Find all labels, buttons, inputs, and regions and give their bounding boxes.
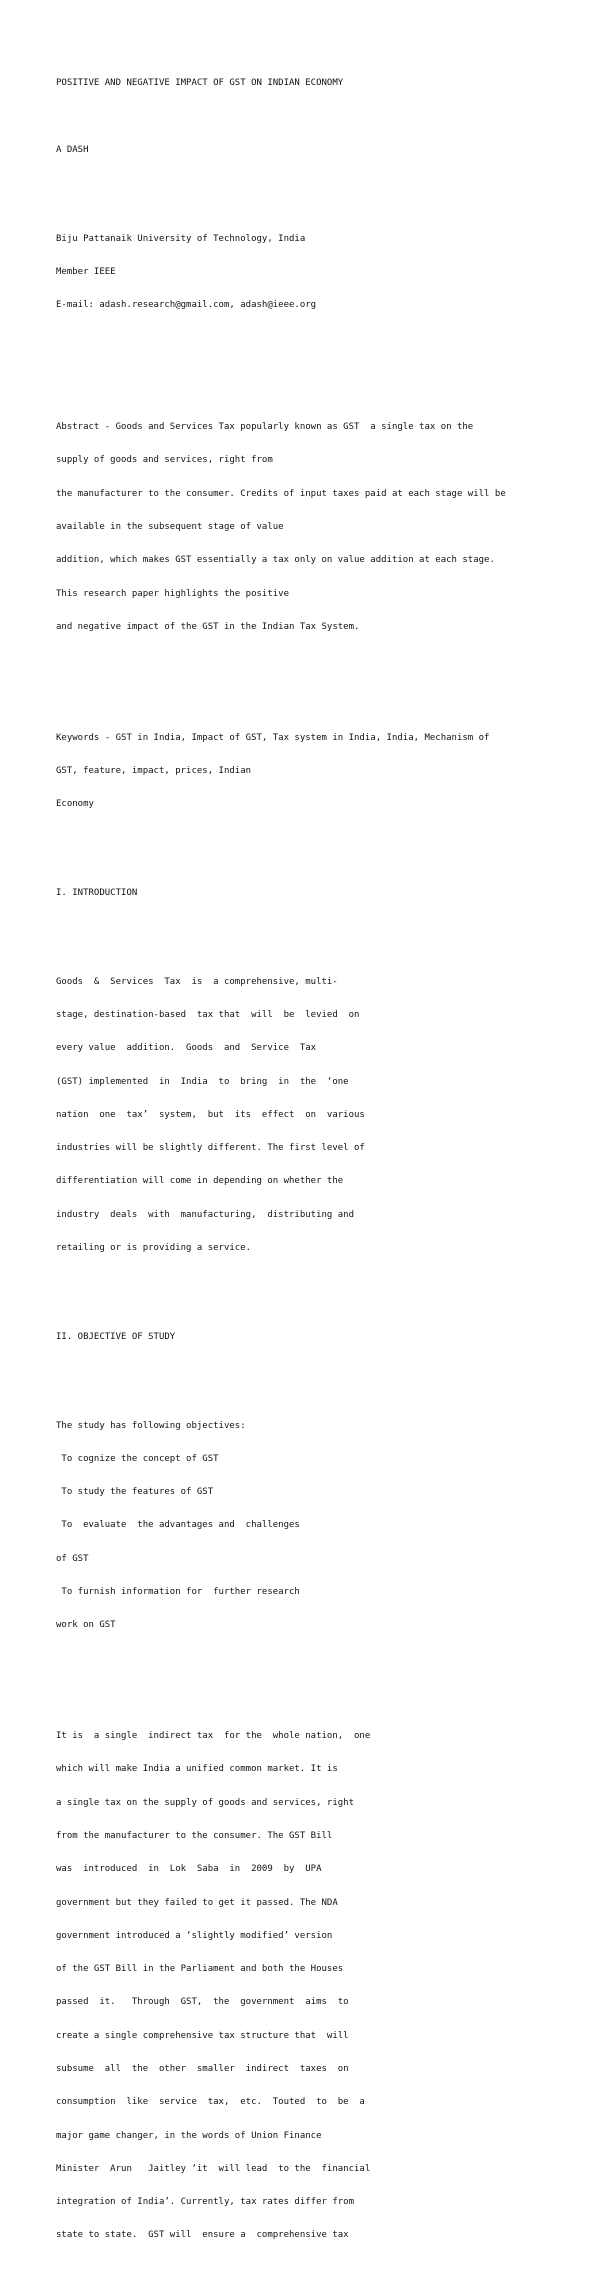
abstract-line: addition, which makes GST essentially a tax only on value addition at each stage. <box>56 555 495 566</box>
affiliation-line: Biju Pattanaik University of Technology, India <box>56 233 306 244</box>
affiliation <box>56 211 556 333</box>
section-heading-introduction: I. INTRODUCTION <box>56 888 138 899</box>
document-page <box>56 56 556 2275</box>
paragraph-line: (GST) implemented in India to bring in the ‘one <box>56 1076 349 1087</box>
paragraph-line: create a single comprehensive tax structure that will <box>56 2030 349 2041</box>
keywords-line: Economy <box>56 799 94 810</box>
author-name: A DASH <box>56 144 89 155</box>
paragraph-line: was introduced in Lok Saba in 2009 by UPA <box>56 1864 322 1875</box>
abstract-line: available in the subsequent stage of value <box>56 521 284 532</box>
list-item: To evaluate the advantages and challenges <box>56 1520 300 1531</box>
paper-title: POSITIVE AND NEGATIVE IMPACT OF GST ON INDIAN ECONOMY <box>56 78 344 89</box>
paragraph-line: every value addition. Goods and Service Tax <box>56 1043 317 1054</box>
introduction-paragraph <box>56 955 556 1277</box>
paragraph-line: passed it. Through GST, the government aims to <box>56 1997 349 2008</box>
list-item-continuation: of GST <box>56 1553 89 1564</box>
abstract-line: and negative impact of the GST in the Indian Tax System. <box>56 621 360 632</box>
body-paragraph <box>56 1709 556 2264</box>
objectives-list <box>56 1398 556 1653</box>
keywords-line: Keywords - GST in India, Impact of GST, Tax system in India, India, Mechanism of <box>56 732 490 743</box>
paragraph-line: subsume all the other smaller indirect taxes on <box>56 2063 349 2074</box>
paragraph-line: It is a single indirect tax for the whole nation, one <box>56 1731 371 1742</box>
list-item: To cognize the concept of GST <box>56 1453 219 1464</box>
paragraph-line: nation one tax’ system, but its effect on various <box>56 1109 365 1120</box>
abstract-line: supply of goods and services, right from <box>56 455 273 466</box>
abstract-line: the manufacturer to the consumer. Credits of input taxes paid at each stage will be <box>56 488 506 499</box>
keywords-line: GST, feature, impact, prices, Indian <box>56 766 252 776</box>
keywords <box>56 711 556 833</box>
list-item-continuation: work on GST <box>56 1620 116 1631</box>
email-line: E-mail: adash.research@gmail.com, adash@ieee.org <box>56 300 317 311</box>
paragraph-line: government introduced a ‘slightly modified’ version <box>56 1930 333 1941</box>
paragraph-line: state to state. GST will ensure a comprehensive tax <box>56 2230 349 2241</box>
paragraph-line: from the manufacturer to the consumer. The GST Bill <box>56 1831 333 1841</box>
abstract <box>56 400 556 655</box>
list-intro: The study has following objectives: <box>56 1420 246 1431</box>
paragraph-line: stage, destination-based tax that will be levied on <box>56 1010 360 1021</box>
paragraph-line: a single tax on the supply of goods and services, right <box>56 1797 355 1808</box>
paragraph-line: of the GST Bill in the Parliament and both the Houses <box>56 1964 344 1975</box>
paragraph-line: major game changer, in the words of Union Finance <box>56 2130 322 2141</box>
paragraph-line: Goods & Services Tax is a comprehensive, multi- <box>56 976 338 987</box>
paragraph-line: government but they failed to get it passed. The NDA <box>56 1897 338 1908</box>
paragraph-line: retailing or is providing a service. <box>56 1243 252 1254</box>
abstract-line: Abstract - Goods and Services Tax popularly known as GST a single tax on the <box>56 422 474 433</box>
list-item: To study the features of GST <box>56 1487 214 1498</box>
paragraph-line: which will make India a unified common market. It is <box>56 1764 338 1775</box>
paragraph-line: differentiation will come in depending on whether the <box>56 1176 344 1187</box>
abstract-line: This research paper highlights the positive <box>56 588 289 599</box>
paragraph-line: industry deals with manufacturing, distributing and <box>56 1209 355 1220</box>
paragraph-line: Minister Arun Jaitley ‘it will lead to the financial <box>56 2163 371 2174</box>
paragraph-line: integration of India’. Currently, tax rates differ from <box>56 2197 355 2208</box>
paragraph-line: consumption like service tax, etc. Touted to be a <box>56 2097 365 2108</box>
affiliation-line: Member IEEE <box>56 266 116 277</box>
paragraph-line: industries will be slightly different. The first level of <box>56 1143 365 1154</box>
list-item: To furnish information for further research <box>56 1586 300 1597</box>
section-heading-objective: II. OBJECTIVE OF STUDY <box>56 1331 176 1342</box>
